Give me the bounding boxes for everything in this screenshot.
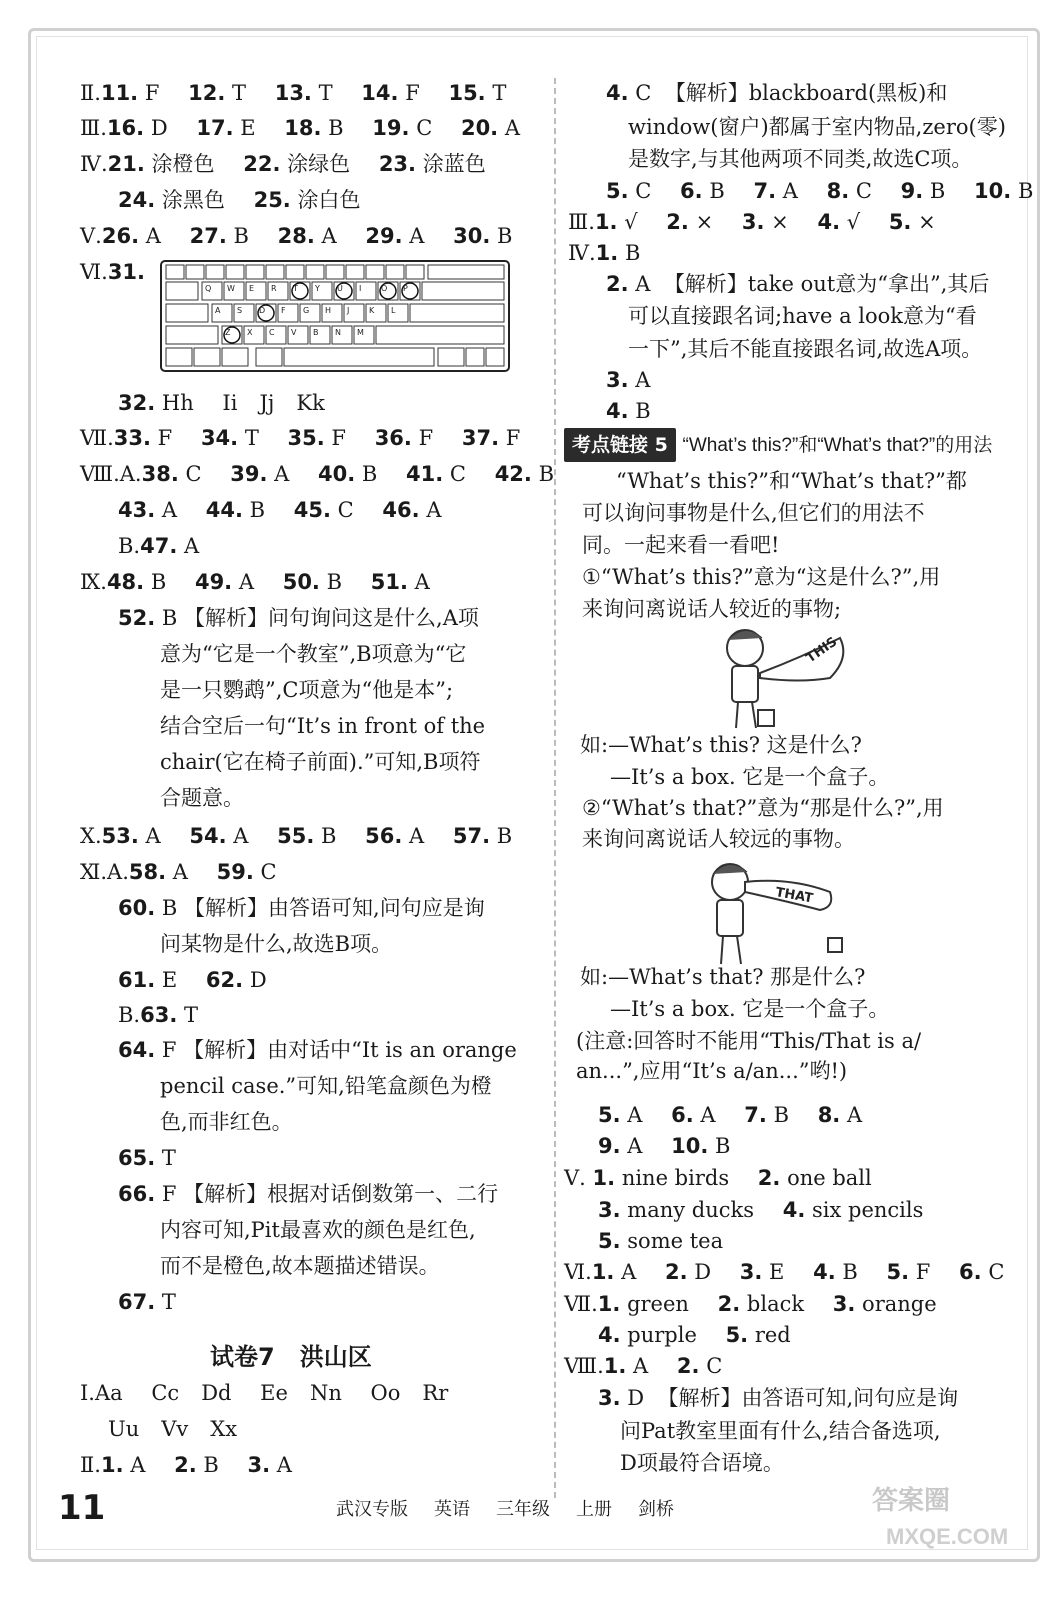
keyboard-key <box>166 282 198 300</box>
keyboard-key <box>428 265 504 279</box>
keyboard-key-label: S <box>237 306 243 315</box>
answer-line: 64. F 【解析】由对话中“It is an orange <box>118 1038 517 1062</box>
explanation-line: 结合空后一句“It’s in front of the <box>160 714 486 738</box>
answer-line: Ⅴ. 1. nine birds 2. one ball <box>564 1166 872 1190</box>
keyboard-key-label: X <box>247 328 253 337</box>
keyboard-key-label: P <box>403 284 408 293</box>
keyboard-key-label: K <box>369 306 375 315</box>
answer-line: 24. 涂黑色 25. 涂白色 <box>118 188 361 212</box>
answer-line: 67. T <box>118 1290 176 1314</box>
keyboard-spacebar <box>284 348 434 366</box>
keyboard-key-label: U <box>337 284 343 293</box>
keyboard-illustration <box>160 260 510 372</box>
keyboard-key-label: M <box>357 328 364 337</box>
answer-line: Ⅲ.1. √ 2. × 3. × 4. √ 5. × <box>568 210 936 234</box>
answer-line: Ⅺ.A.58. A 59. C <box>80 860 277 884</box>
answer-line: 3. A <box>606 368 651 392</box>
keyboard-key-label: H <box>325 306 332 315</box>
explanation-line: 问某物是什么,故选B项。 <box>160 932 393 956</box>
keyboard-key <box>166 304 208 322</box>
answer-line: 60. B 【解析】由答语可知,问句应是询 <box>118 896 485 920</box>
answer-line: Ⅳ.21. 涂橙色 22. 涂绿色 23. 涂蓝色 <box>80 152 486 176</box>
answer-line: 5. A 6. A 7. B 8. A <box>598 1103 863 1127</box>
answer-line: Ⅵ.1. A 2. D 3. E 4. B 5. F 6. C <box>564 1260 1005 1284</box>
watermark-logo: 答案圈 <box>872 1486 951 1516</box>
answer-line: 2. A 【解析】take out意为“拿出”,其后 <box>606 272 990 296</box>
keyboard-key-label: I <box>359 284 362 293</box>
answer-line: 61. E 62. D <box>118 968 267 992</box>
note-line: 来询问离说话人较近的事物; <box>582 597 842 621</box>
answer-line: Ⅷ.A.38. C 39. A 40. B 41. C 42. B <box>80 462 555 486</box>
answer-line: 9. A 10. B <box>598 1134 731 1158</box>
keyboard-key <box>438 348 464 366</box>
keyboard-key <box>326 265 344 279</box>
note-line: 可以询问事物是什么,但它们的用法不 <box>582 501 925 525</box>
answer-line: B.63. T <box>118 1003 199 1027</box>
answer-line: 32. Hh Ii Jj Kk <box>118 391 325 415</box>
test-section-title: 试卷7 洪山区 <box>210 1343 372 1371</box>
keyboard-key <box>166 326 218 344</box>
answer-line: 43. A 44. B 45. C 46. A <box>118 498 442 522</box>
keyboard-key-label: O <box>381 284 388 293</box>
keyboard-key <box>466 348 484 366</box>
keyboard-key-label: F <box>281 306 286 315</box>
keyboard-key <box>486 348 504 366</box>
note-line: ②“What’s that?”意为“那是什么?”,用 <box>582 796 944 820</box>
explanation-line: 意为“它是一个教室”,B项意为“它 <box>160 642 467 666</box>
keyboard-key-label: Z <box>225 328 231 337</box>
boy-that-illustration <box>700 852 860 972</box>
keyboard-key <box>366 265 384 279</box>
answer-line: Ⅰ.Aa Cc Dd Ee Nn Oo Rr <box>80 1381 449 1405</box>
keyboard-key <box>306 265 324 279</box>
knowledge-link-header: 考点链接 5 “What’s this?”和“What’s that?”的用法 <box>564 428 992 462</box>
keyboard-key <box>256 348 282 366</box>
explanation-line: pencil case.”可知,铅笔盒颜色为橙 <box>160 1074 492 1098</box>
knowledge-link-tag: 考点链接 5 <box>564 428 676 462</box>
answer-line: Ⅴ.26. A 27. B 28. A 29. A 30. B <box>80 224 513 248</box>
explanation-line: 一下”,其后不能直接跟名词,故选A项。 <box>628 337 983 361</box>
keyboard-key <box>194 348 220 366</box>
answer-line: Ⅵ.31. <box>80 260 146 284</box>
answer-line: 5. some tea <box>598 1229 724 1253</box>
keyboard-key <box>410 304 504 322</box>
keyboard-key <box>346 265 364 279</box>
explanation-line: 内容可知,Pit最喜欢的颜色是红色, <box>160 1218 476 1242</box>
keyboard-key-label: L <box>391 306 396 315</box>
note-line: (注意:回答时不能用“This/That is a/ <box>576 1029 922 1053</box>
keyboard-key <box>246 265 264 279</box>
keyboard-key <box>166 348 192 366</box>
answer-line: Ⅶ.1. green 2. black 3. orange <box>564 1292 937 1316</box>
keyboard-key-label: W <box>227 284 235 293</box>
watermark-url: MXQE.COM <box>886 1524 1009 1549</box>
explanation-line: 可以直接跟名词;have a look意为“看 <box>628 304 977 328</box>
answer-line: 4. purple 5. red <box>598 1323 791 1347</box>
keyboard-key-label: B <box>313 328 319 337</box>
keyboard-key-label: J <box>347 306 350 315</box>
keyboard-key <box>226 265 244 279</box>
that-label: THAT <box>774 885 815 907</box>
keyboard-key-label: R <box>271 284 277 293</box>
explanation-line: 合题意。 <box>160 786 244 810</box>
this-label: THIS <box>803 634 841 667</box>
keyboard-key <box>222 348 248 366</box>
note-line: 如:—What’s that? 那是什么? <box>580 965 866 989</box>
answer-line: Uu Vv Xx <box>108 1417 238 1441</box>
note-line: ①“What’s this?”意为“这是什么?”,用 <box>582 565 941 589</box>
explanation-line: 而不是橙色,故本题描述错误。 <box>160 1254 440 1278</box>
explanation-line: D项最符合语境。 <box>620 1451 784 1475</box>
explanation-line: 问Pat教室里面有什么,结合备选项, <box>620 1419 941 1443</box>
footer-info: 武汉专版 英语 三年级 上册 剑桥 <box>336 1499 674 1520</box>
answer-line: 66. F 【解析】根据对话倒数第一、二行 <box>118 1182 499 1206</box>
answer-line: Ⅲ.16. D 17. E 18. B 19. C 20. A <box>80 116 521 140</box>
keyboard-key-label: N <box>335 328 341 337</box>
keyboard-key-label: E <box>249 284 255 293</box>
answer-line: 3. D 【解析】由答语可知,问句应是询 <box>598 1386 959 1410</box>
note-line: 同。一起来看一看吧! <box>582 533 780 557</box>
page-number: 11 <box>58 1488 106 1528</box>
answer-line: 3. many ducks 4. six pencils <box>598 1198 924 1222</box>
note-line: 来询问离说话人较远的事物。 <box>582 827 855 851</box>
note-line: —It’s a box. 它是一个盒子。 <box>610 997 890 1021</box>
answer-line: Ⅱ.11. F 12. T 13. T 14. F 15. T <box>80 81 507 105</box>
answer-line: Ⅶ.33. F 34. T 35. F 36. F 37. F <box>80 426 521 450</box>
answer-line: 52. B 【解析】问句询问这是什么,A项 <box>118 606 479 630</box>
keyboard-key <box>422 282 504 300</box>
explanation-line: 是数字,与其他两项不同类,故选C项。 <box>628 147 973 171</box>
explanation-line: 是一只鹦鹉”,C项意为“他是本”; <box>160 678 454 702</box>
answer-line: Ⅳ.1. B <box>568 241 641 265</box>
keyboard-key-label: V <box>291 328 297 337</box>
keyboard-key <box>266 265 284 279</box>
answer-line: Ⅱ.1. A 2. B 3. A <box>80 1453 292 1477</box>
keyboard-key <box>186 265 204 279</box>
keyboard-key <box>406 265 424 279</box>
answer-line: Ⅹ.53. A 54. A 55. B 56. A 57. B <box>80 824 513 848</box>
keyboard-key <box>166 265 184 279</box>
note-line: an...”,应用“It’s a/an...”哟!) <box>576 1059 848 1083</box>
boy-this-illustration <box>700 618 860 738</box>
note-line: 如:—What’s this? 这是什么? <box>580 733 862 757</box>
keyboard-key-label: C <box>269 328 275 337</box>
keyboard-key-label: Y <box>315 284 320 293</box>
note-line: “What’s this?”和“What’s that?”都 <box>616 469 967 493</box>
answer-line: 65. T <box>118 1146 176 1170</box>
keyboard-key-label: G <box>303 306 310 315</box>
answer-line: B.47. A <box>118 534 200 558</box>
keyboard-key <box>376 326 504 344</box>
note-line: —It’s a box. 它是一个盒子。 <box>610 765 890 789</box>
explanation-line: chair(它在椅子前面).”可知,B项符 <box>160 750 481 774</box>
keyboard-key-label: A <box>215 306 221 315</box>
explanation-line: 色,而非红色。 <box>160 1110 293 1134</box>
answer-line: 4. B <box>606 399 651 423</box>
explanation-line: window(窗户)都属于室内物品,zero(零) <box>628 115 1006 139</box>
keyboard-key <box>286 265 304 279</box>
answer-line: 5. C 6. B 7. A 8. C 9. B 10. B <box>606 179 1034 203</box>
column-divider <box>554 78 556 1498</box>
keyboard-key <box>386 265 404 279</box>
keyboard-key-label: D <box>259 306 266 315</box>
answer-line: Ⅸ.48. B 49. A 50. B 51. A <box>80 570 430 594</box>
answer-line: 4. C 【解析】blackboard(黑板)和 <box>606 81 948 105</box>
keyboard-key-label: T <box>293 284 298 293</box>
keyboard-key-label: Q <box>205 284 212 293</box>
keyboard-key <box>206 265 224 279</box>
answer-line: Ⅷ.1. A 2. C <box>564 1354 723 1378</box>
